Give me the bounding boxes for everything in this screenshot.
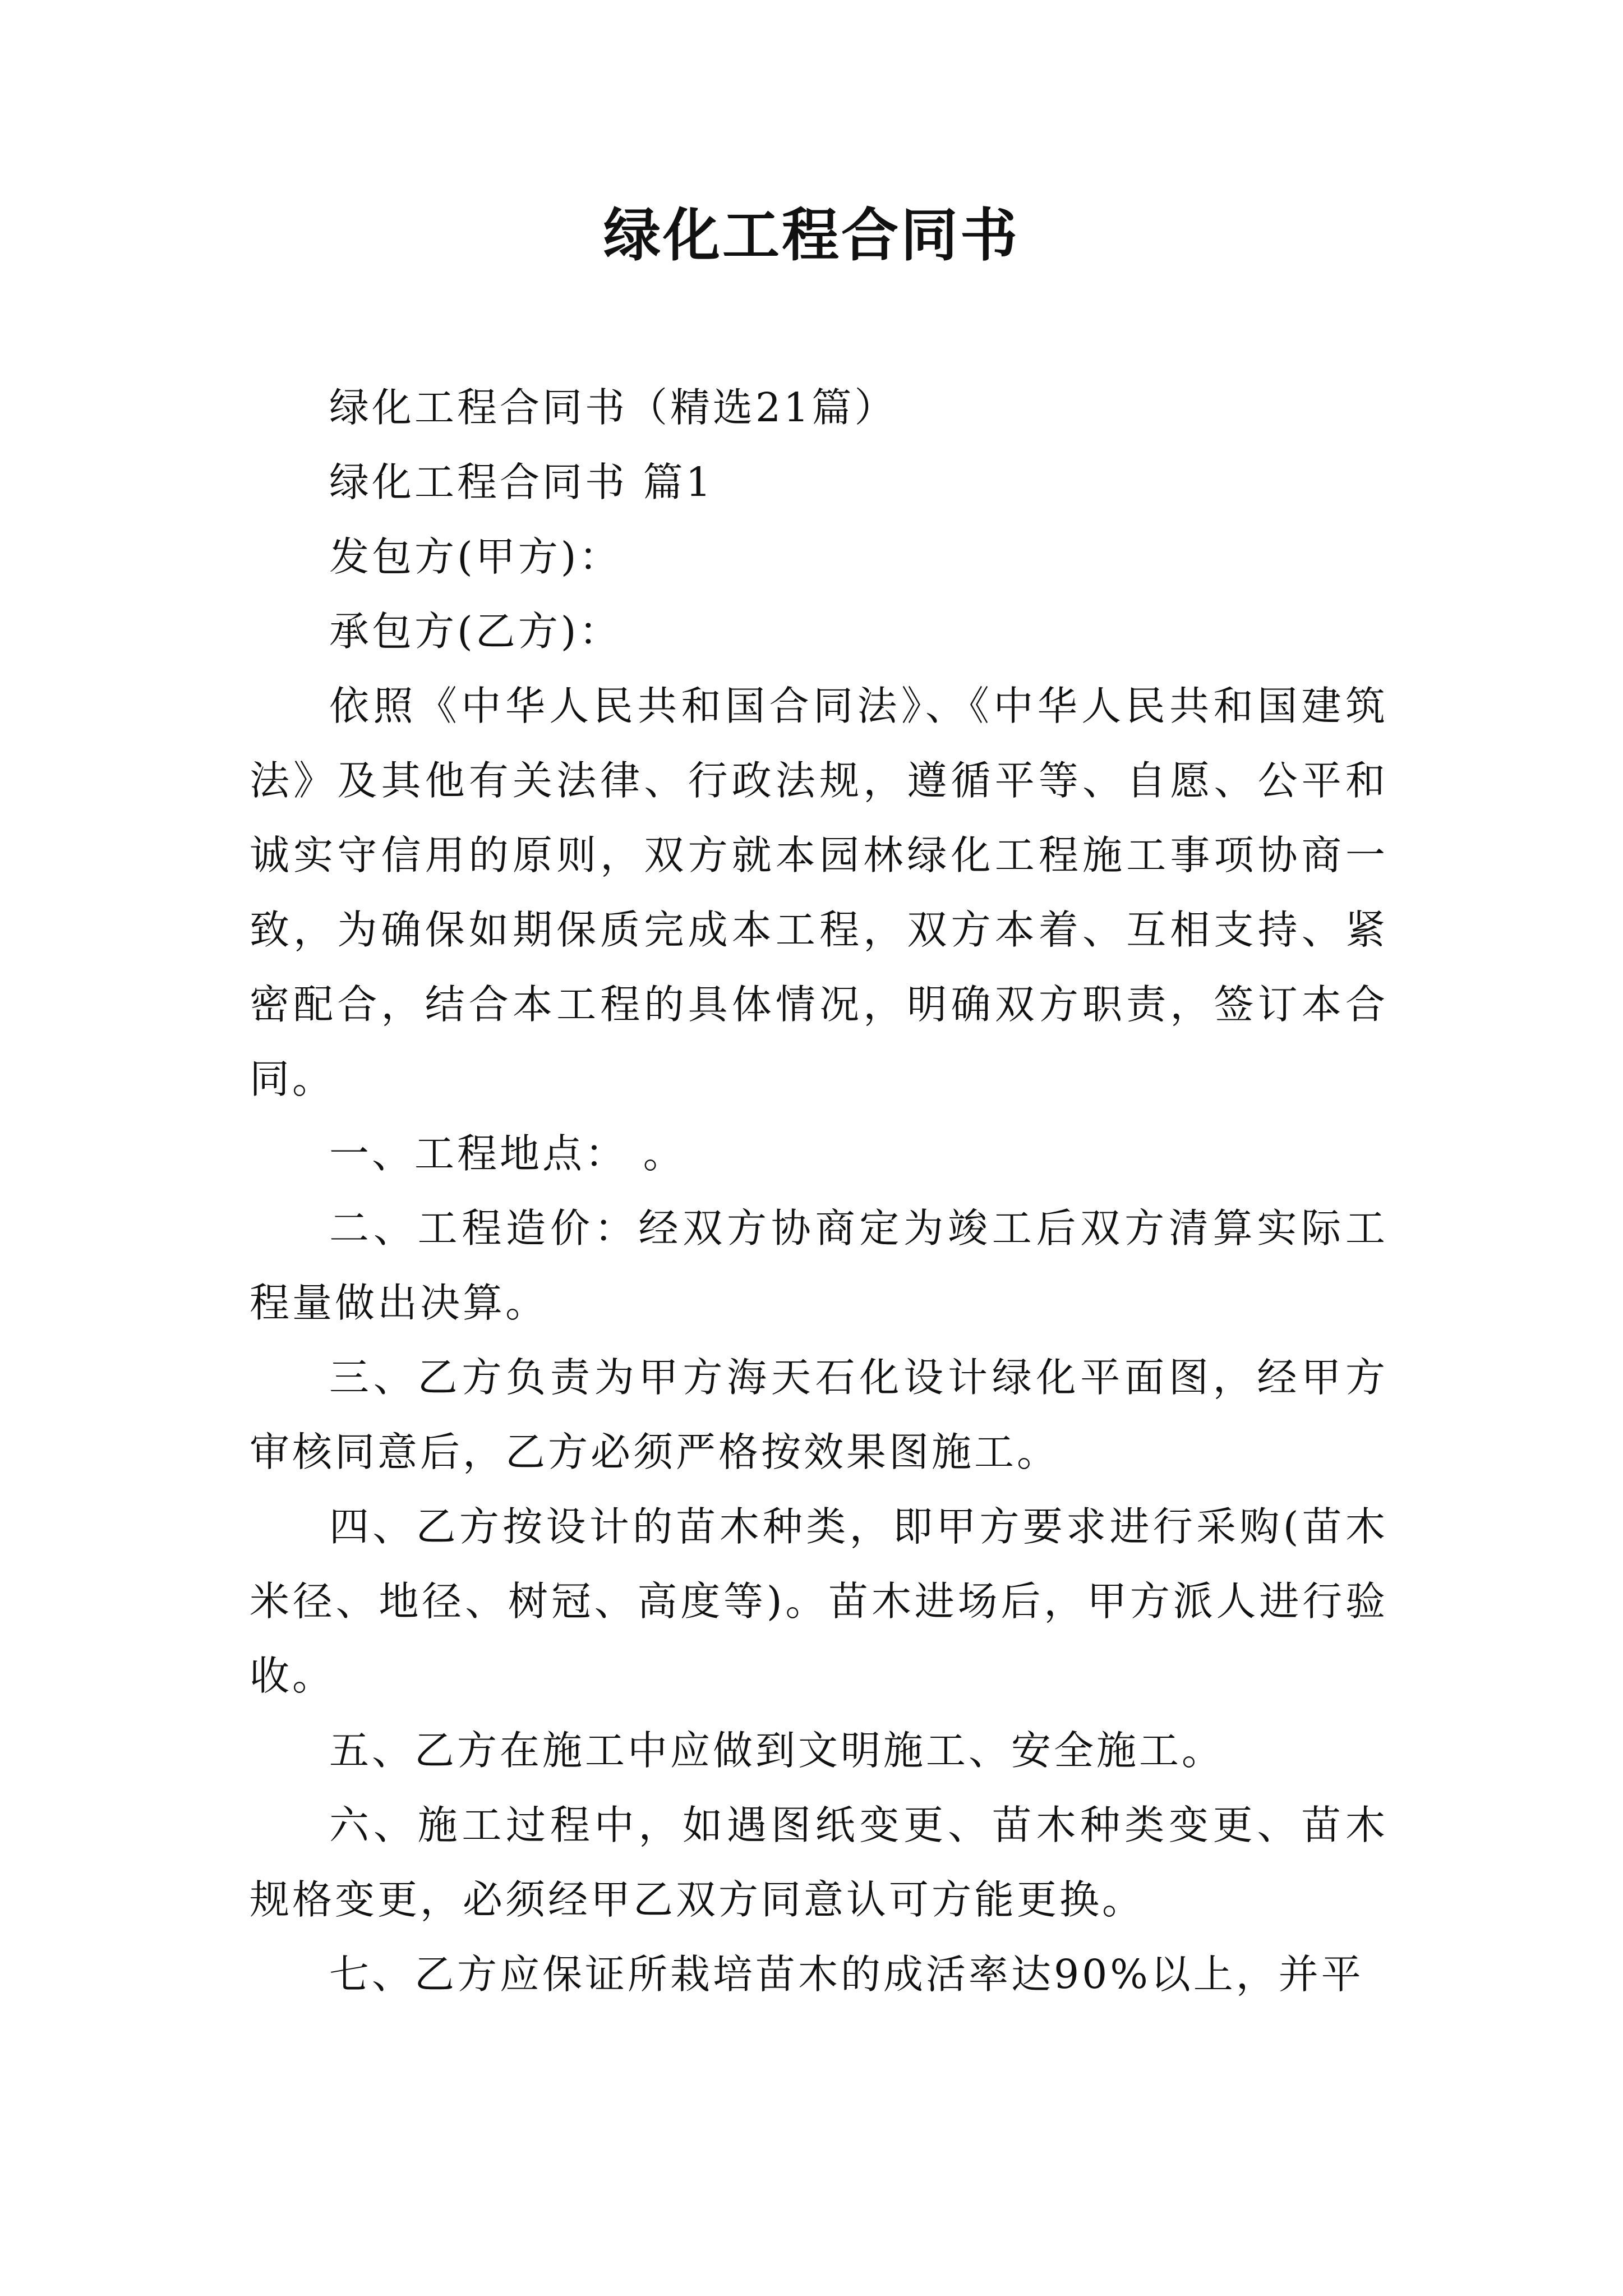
- paragraph-clause-6: 六、施工过程中，如遇图纸变更、苗木种类变更、苗木规格变更，必须经甲乙双方同意认可方能更换。: [250, 1802, 1388, 1923]
- paragraph-clause-1: 一、工程地点： 。: [329, 1130, 686, 1177]
- paragraph-subtitle: 绿化工程合同书（精选21篇）: [329, 384, 897, 431]
- paragraph-clause-2: 二、工程造价：经双方协商定为竣工后双方清算实际工程量做出决算。: [250, 1205, 1388, 1326]
- paragraph-party-b: 承包方(乙方)：: [329, 608, 622, 655]
- paragraph-clause-7: 七、乙方应保证所栽培苗木的成活率达90%以上，并平: [329, 1951, 1364, 1998]
- document-title: 绿化工程合同书: [603, 202, 1020, 269]
- paragraph-preamble: 依照《中华人民共和国合同法》、《中华人民共和国建筑法》及其他有关法律、行政法规，遵循平等、自愿、公平和诚实守信用的原则，双方就本园林绿化工程施工事项协商一致，为确保如期保质完成本工程，双方本着、互相支持、紧密配合，结合本工程的具体情况，明确双方职责，签订本合同。: [250, 683, 1388, 1102]
- paragraph-section-heading: 绿化工程合同书 篇1: [329, 459, 714, 505]
- paragraph-clause-3: 三、乙方负责为甲方海天石化设计绿化平面图，经甲方审核同意后，乙方必须严格按效果图施工。: [250, 1354, 1388, 1475]
- document-body: [250, 370, 1388, 2012]
- paragraph-party-a: 发包方(甲方)：: [329, 533, 622, 580]
- paragraph-clause-5: 五、乙方在施工中应做到文明施工、安全施工。: [329, 1727, 1225, 1774]
- paragraph-clause-4: 四、乙方按设计的苗木种类，即甲方要求进行采购(苗木米径、地径、树冠、高度等)。苗木进场后，甲方派人进行验收。: [250, 1503, 1388, 1699]
